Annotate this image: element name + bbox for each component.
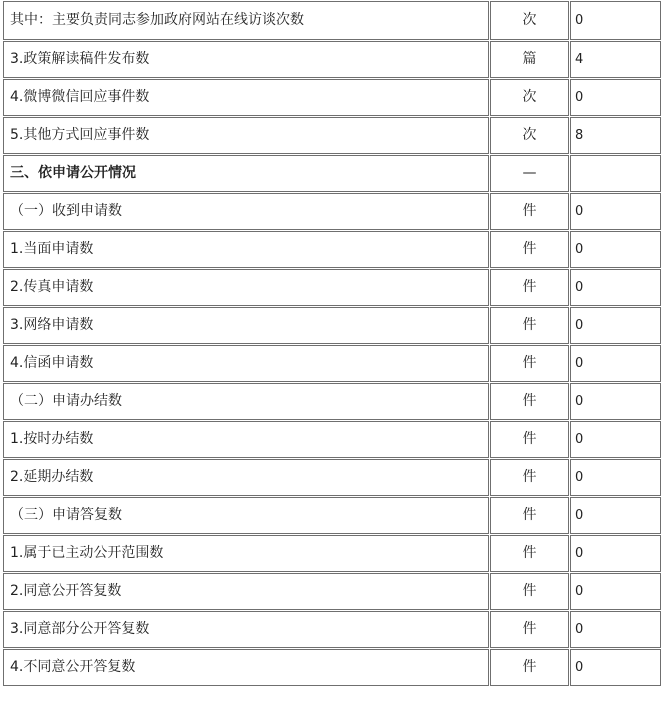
value-cell: 0 <box>570 193 661 230</box>
unit-cell: 件 <box>490 421 569 458</box>
indicator-name: 2.传真申请数 <box>3 269 489 306</box>
indicator-name: 1.属于已主动公开范围数 <box>3 535 489 572</box>
indicator-name: 3.网络申请数 <box>3 307 489 344</box>
table-row <box>3 497 661 534</box>
table-row <box>3 269 661 306</box>
unit-cell: 件 <box>490 307 569 344</box>
value-cell: 0 <box>570 269 661 306</box>
value-cell: 0 <box>570 459 661 496</box>
value-cell: 8 <box>570 117 661 154</box>
unit-cell: 次 <box>490 117 569 154</box>
indicator-name: 其中：主要负责同志参加政府网站在线访谈次数 <box>3 1 489 40</box>
value-cell: 0 <box>570 611 661 648</box>
value-cell: 0 <box>570 535 661 572</box>
value-cell: 0 <box>570 649 661 686</box>
indicator-name: 3.同意部分公开答复数 <box>3 611 489 648</box>
unit-cell: 次 <box>490 1 569 40</box>
value-cell: 0 <box>570 383 661 420</box>
indicator-name: （一）收到申请数 <box>3 193 489 230</box>
indicator-name: （二）申请办结数 <box>3 383 489 420</box>
table-row <box>3 383 661 420</box>
unit-cell: 件 <box>490 269 569 306</box>
table-row <box>3 421 661 458</box>
value-cell <box>570 155 661 192</box>
table-row <box>3 535 661 572</box>
indicator-name: 5.其他方式回应事件数 <box>3 117 489 154</box>
table-row <box>3 345 661 382</box>
value-cell: 0 <box>570 345 661 382</box>
table-row <box>3 1 661 40</box>
indicator-name: 4.不同意公开答复数 <box>3 649 489 686</box>
value-cell: 0 <box>570 497 661 534</box>
value-cell: 4 <box>570 41 661 78</box>
value-cell: 0 <box>570 421 661 458</box>
unit-cell: 件 <box>490 573 569 610</box>
table-row <box>3 41 661 78</box>
table-row <box>3 193 661 230</box>
indicator-name: （三）申请答复数 <box>3 497 489 534</box>
value-cell: 0 <box>570 1 661 40</box>
value-cell: 0 <box>570 307 661 344</box>
unit-cell: 件 <box>490 535 569 572</box>
unit-cell: 件 <box>490 231 569 268</box>
indicator-name: 2.延期办结数 <box>3 459 489 496</box>
unit-cell: 件 <box>490 193 569 230</box>
table-row <box>3 573 661 610</box>
unit-cell: 件 <box>490 383 569 420</box>
section-title: 三、依申请公开情况 <box>3 155 489 192</box>
indicator-name: 4.微博微信回应事件数 <box>3 79 489 116</box>
unit-cell: 件 <box>490 649 569 686</box>
unit-cell: 篇 <box>490 41 569 78</box>
table-row <box>3 307 661 344</box>
value-cell: 0 <box>570 79 661 116</box>
value-cell: 0 <box>570 573 661 610</box>
table-row <box>3 649 661 686</box>
section-header-row <box>3 155 661 192</box>
indicator-name: 1.当面申请数 <box>3 231 489 268</box>
unit-cell: 件 <box>490 611 569 648</box>
unit-cell: 件 <box>490 345 569 382</box>
table-row <box>3 611 661 648</box>
table-row <box>3 231 661 268</box>
statistics-table <box>2 0 662 687</box>
table-row <box>3 459 661 496</box>
indicator-name: 1.按时办结数 <box>3 421 489 458</box>
indicator-name: 2.同意公开答复数 <box>3 573 489 610</box>
unit-cell: 件 <box>490 497 569 534</box>
unit-cell: — <box>490 155 569 192</box>
unit-cell: 次 <box>490 79 569 116</box>
indicator-name: 3.政策解读稿件发布数 <box>3 41 489 78</box>
table-row <box>3 79 661 116</box>
value-cell: 0 <box>570 231 661 268</box>
table-row <box>3 117 661 154</box>
unit-cell: 件 <box>490 459 569 496</box>
indicator-name: 4.信函申请数 <box>3 345 489 382</box>
